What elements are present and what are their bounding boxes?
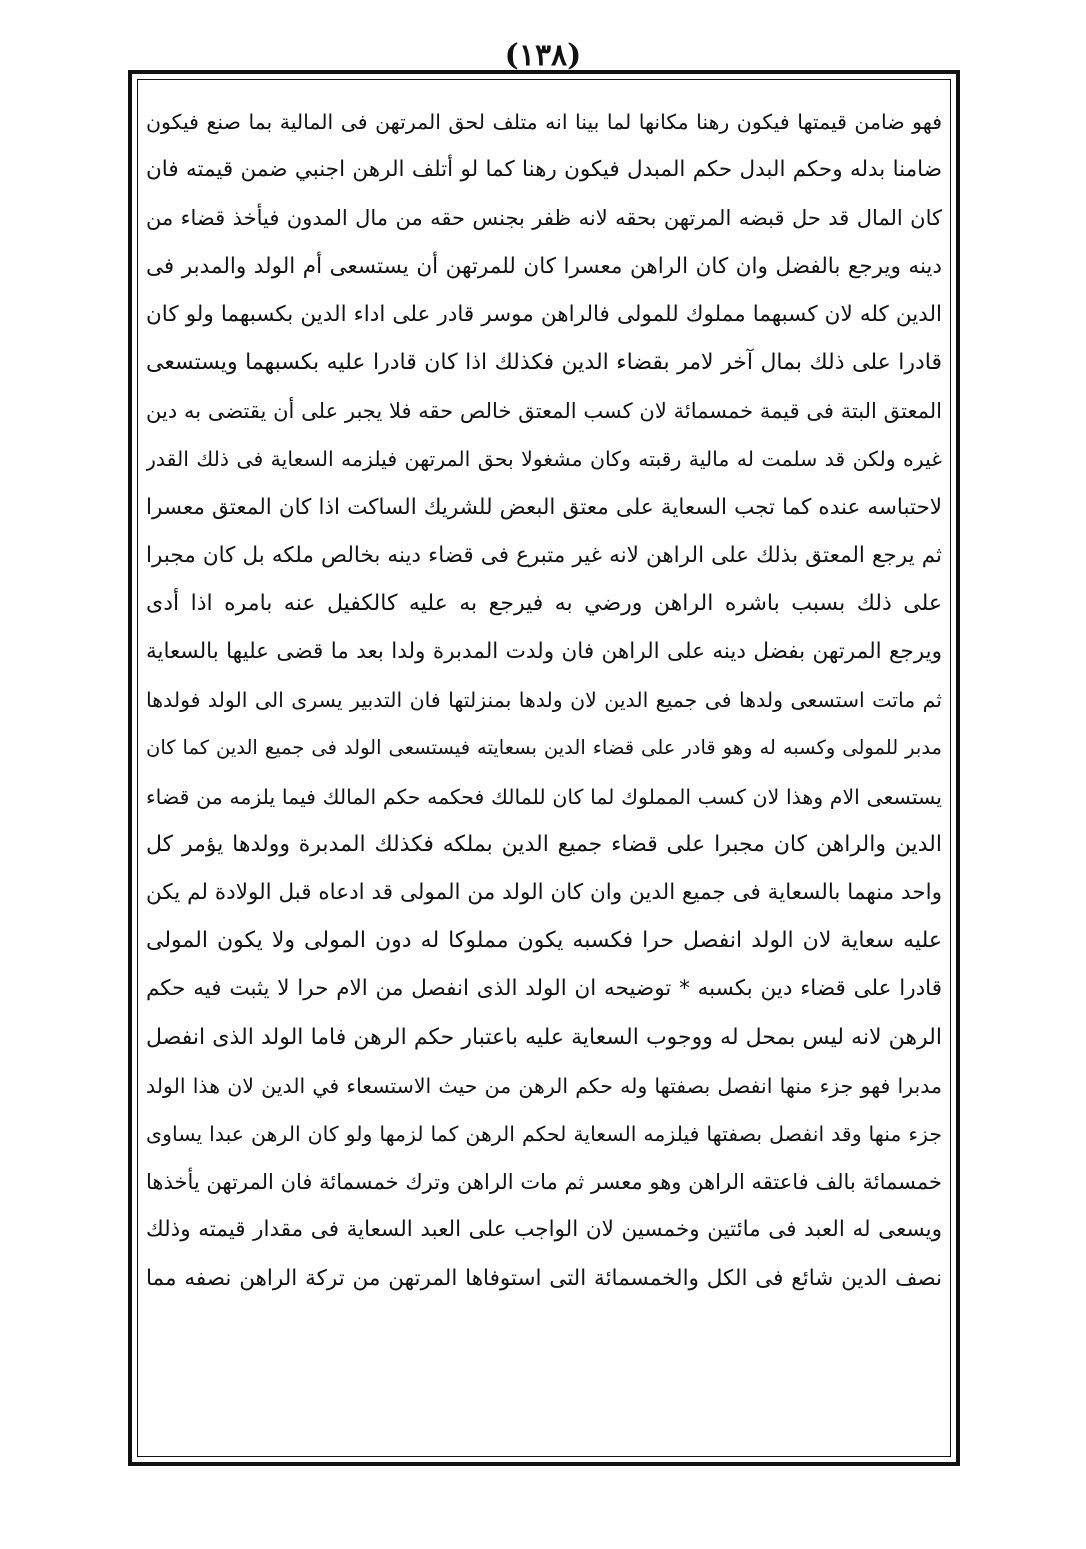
text-line: ويرجع المرتهن بفضل دينه على الراهن فان ولدت المدبرة ولدا بعد ما قضى عليها بالسعاية [146, 639, 942, 665]
text-line: مدبرا فهو جزء منها انفصل بصفتها وله حكم الرهن من حيث الاستسعاء في الدين لان هذا الولد [146, 1073, 942, 1098]
text-line: قادرا على ذلك بمال آخر لامر بقضاء الدين فكذلك اذا كان قادرا عليه بكسبهما ويستسعى [146, 349, 942, 375]
text-line: ضامنا بدله وحكم البدل حكم المبدل فيكون رهنا كما لو أتلف الرهن اجنبي ضمن قيمته فان [146, 157, 942, 183]
text-line: ثم يرجع المعتق بذلك على الراهن لانه غير متبرع فى قضاء دينه بخالص ملكه بل كان مجبرا [146, 542, 942, 568]
text-line: دينه ويرجع بالفضل وان كان الراهن معسرا كان للمرتهن أن يستسعى أم الولد والمدبر فى [146, 253, 942, 279]
text-line: على ذلك بسبب باشره الراهن ورضي به فيرجع به عليه كالكفيل عنه بامره اذا أدى [146, 590, 942, 616]
text-line: قادرا على قضاء دين بكسبه * توضيحه ان الولد الذى انفصل من الام حرا لا يثبت فيه حكم [146, 976, 942, 1002]
text-line: مدبر للمولى وكسبه له وهو قادر على قضاء الدين بسعايته فيستسعى الولد فى جميع الدين كما كان [146, 736, 942, 760]
text-line: ثم ماتت استسعى ولدها فى جميع الدين لان ولدها بمنزلتها فان التدبير يسرى الى الولد فولدها [146, 688, 942, 713]
text-line: يستسعى الام وهذا لان كسب المملوك لما كان للمالك فحكمه حكم المالك فيما يلزمه من قضاء [146, 784, 942, 809]
text-line: جزء منها وقد انفصل بصفتها فيلزمه السعاية لحكم الرهن كما لزمها ولو كان الرهن عبدا يساوى [146, 1121, 942, 1146]
text-line: خمسمائة بالف فاعتقه الراهن وهو معسر ثم مات الراهن وترك خمسمائة فان المرتهن يأخذها [146, 1170, 942, 1195]
page-number: (١٣٨) [504, 38, 582, 73]
body-text [146, 98, 942, 1448]
text-line: فهو ضامن قيمتها فيكون رهنا مكانها لما بينا انه متلف لحق المرتهن فى المالية بما صنع فيكون [146, 110, 942, 134]
text-line: الدين والراهن كان مجبرا على قضاء جميع الدين بملكه فكذلك المدبرة وولدها يؤمر كل [146, 831, 942, 857]
text-line: عليه سعاية لان الولد انفصل حرا فكسبه يكون مملوكا له دون المولى ولا يكون المولى [146, 928, 942, 954]
text-line: نصف الدين شائع فى الكل والخمسمائة التى استوفاها المرتهن من تركة الراهن نصفه مما [146, 1265, 942, 1291]
text-line: الرهن لانه ليس بمحل له ووجوب السعاية عليه باعتبار حكم الرهن فاما الولد الذى انفصل [146, 1024, 942, 1050]
text-line: كان المال قد حل قبضه المرتهن بحقه لانه ظفر بجنس حقه من مال المدون فيأخذ قضاء من [146, 206, 942, 231]
text-line: المعتق البتة فى قيمة خمسمائة لان كسب المعتق خالص حقه فلا يجبر على أن يقتضى به دين [146, 399, 942, 424]
text-line: واحد منهما بالسعاية فى جميع الدين وان كان الولد من المولى قد ادعاه قبل الولادة لم يكن [146, 880, 942, 905]
text-line: الدين كله لان كسبهما مملوك للمولى فالراهن موسر قادر على اداء الدين بكسبهما ولو كان [146, 301, 942, 327]
text-line: لاحتباسه عنده كما تجب السعاية على معتق البعض للشريك الساكت اذا كان المعتق معسرا [146, 494, 942, 520]
text-line: ويسعى له العبد فى مائتين وخمسين لان الواجب على العبد السعاية فى مقدار قيمته وذلك [146, 1217, 942, 1243]
text-line: غيره ولكن قد سلمت له مالية رقبته وكان مشغولا بحق المرتهن فيلزمه السعاية فى ذلك القدر [146, 447, 942, 472]
